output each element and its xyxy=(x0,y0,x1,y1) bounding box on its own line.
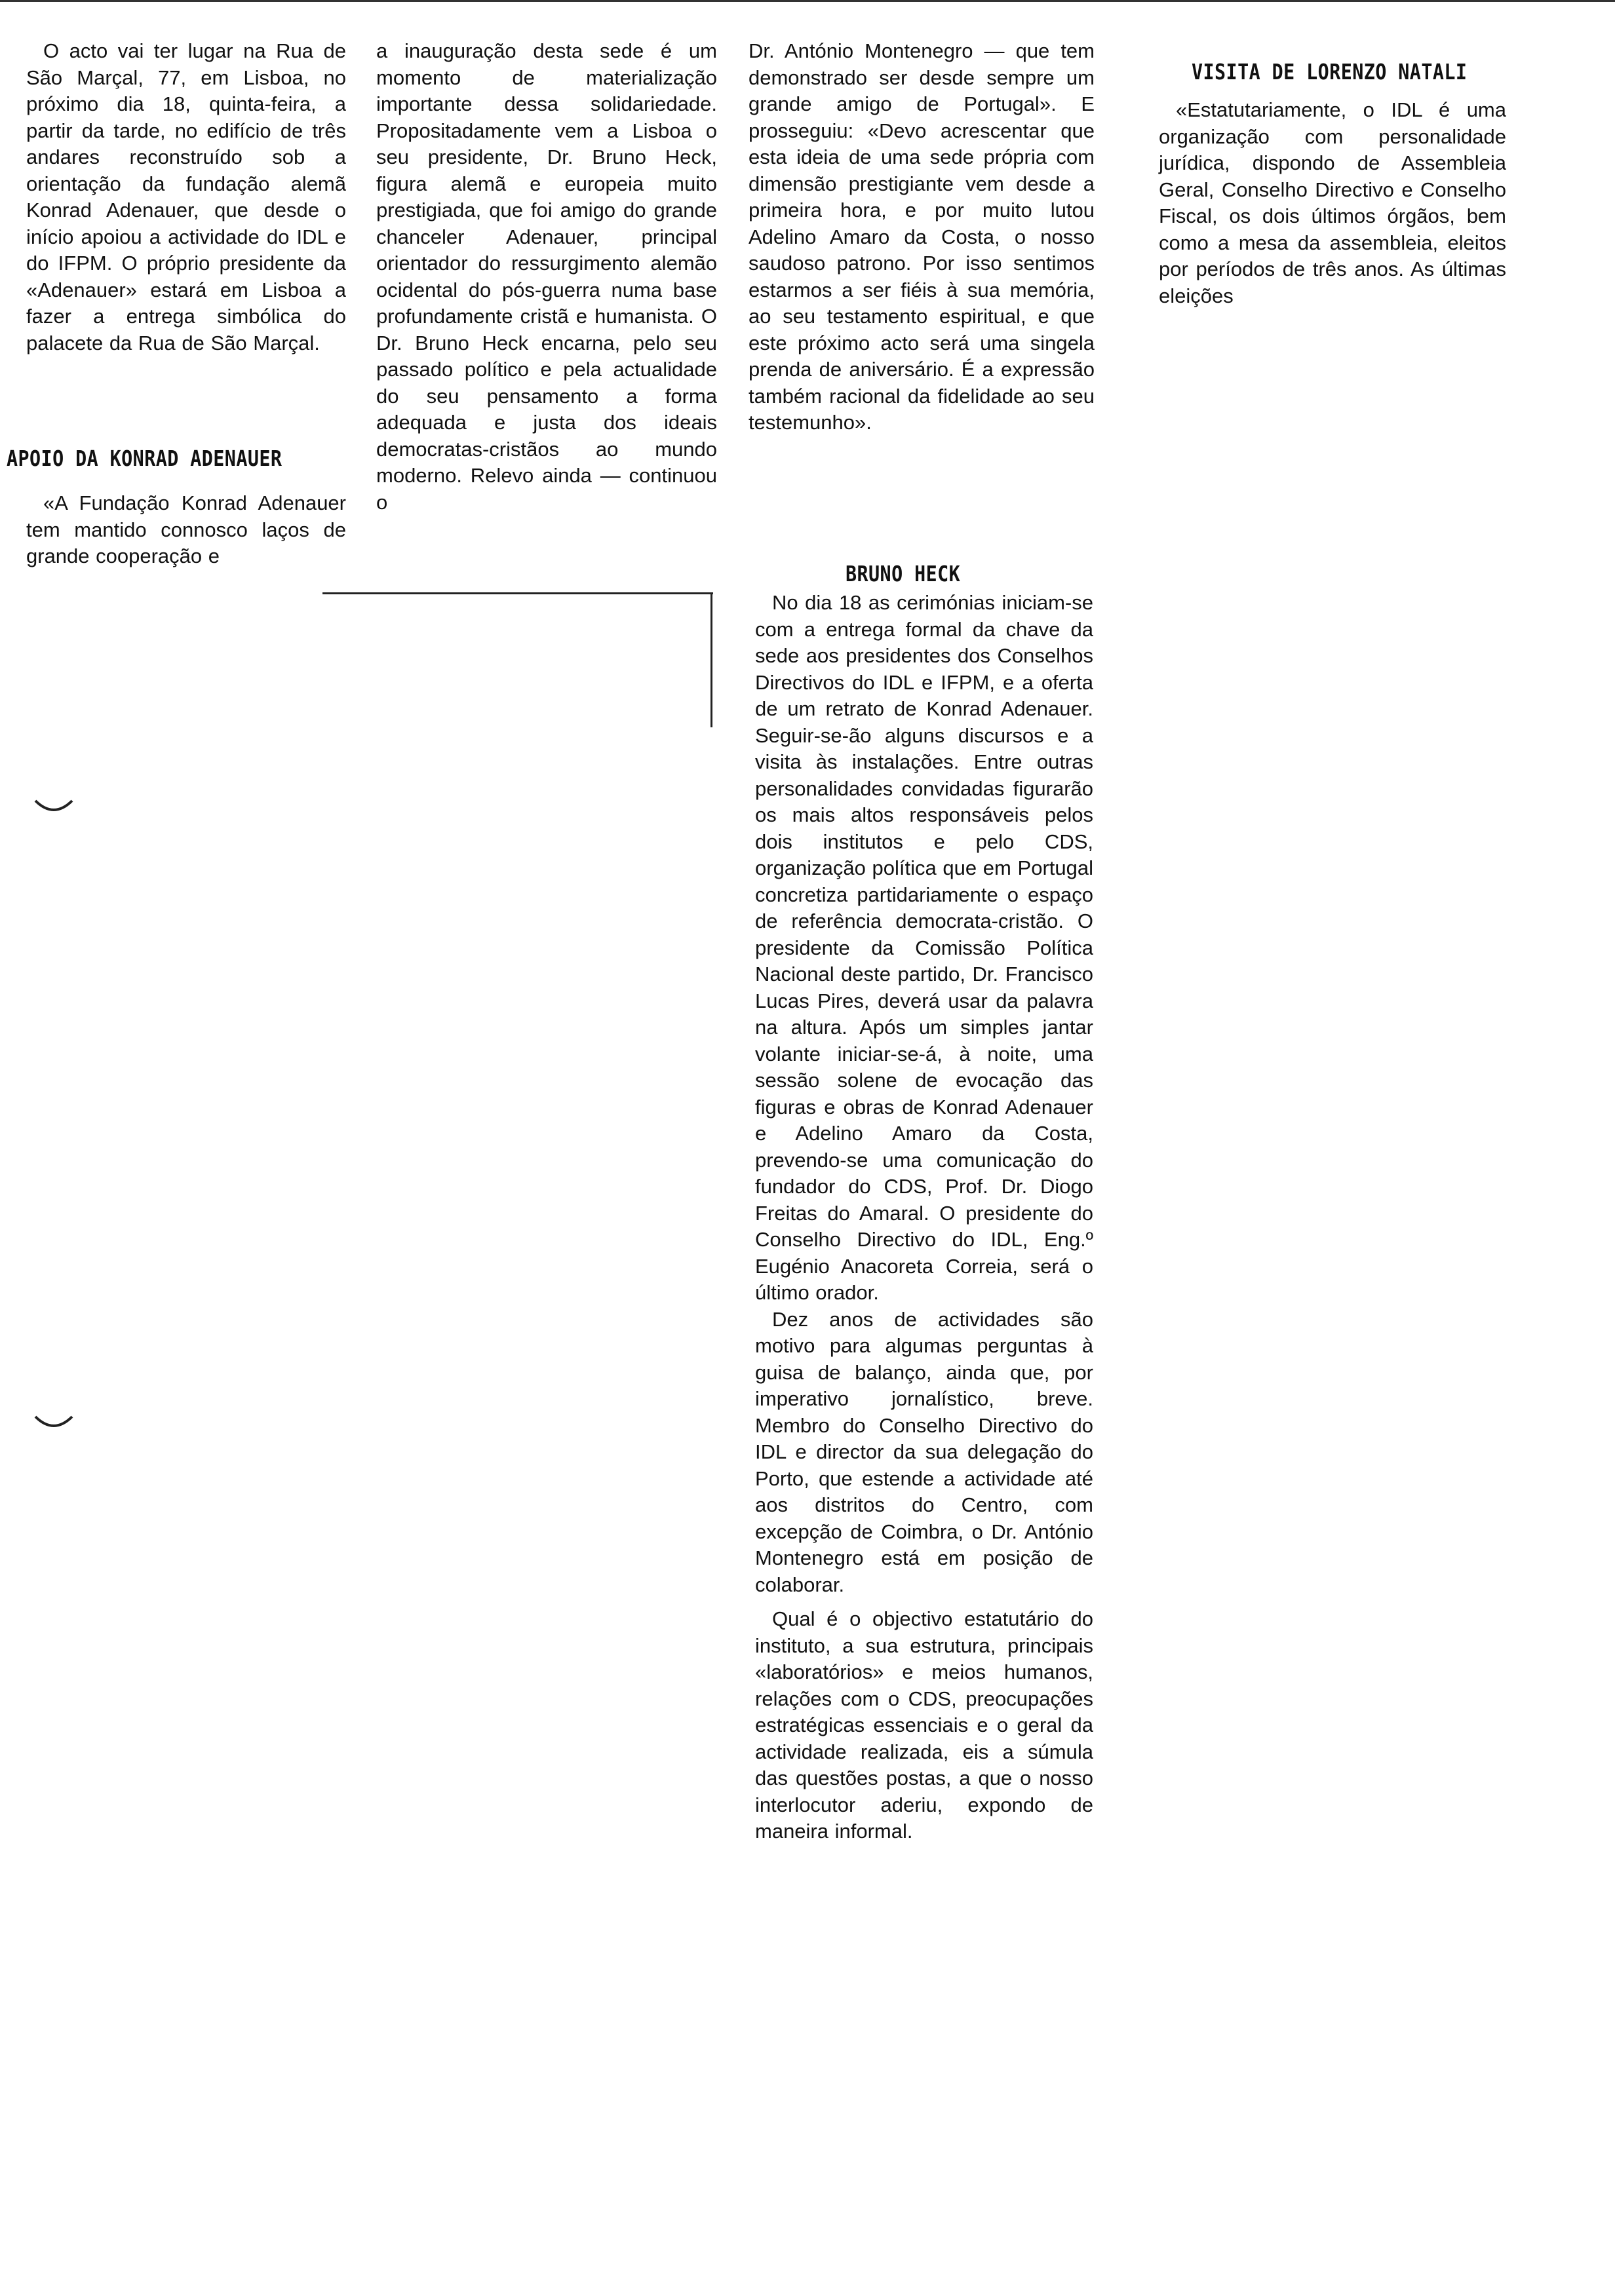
paragraph: «A Fundação Konrad Adenauer tem mantido connosco laços de grande cooperação e xyxy=(26,491,346,567)
paragraph: Qual é o objectivo estatutário do instituto, a sua estrutura, principais «laboratórios» e meios humanos, relações com o CDS, preocupações estratégicas essenciais e o geral da actividade realizada, eis a súmula das questões postas, a que o nosso interlocutor aderiu, expondo de maneira informal. xyxy=(755,1607,1093,1843)
binding-hole-mark-icon xyxy=(34,798,73,818)
subheading-apoio: APOIO DA KONRAD ADENAUER xyxy=(7,446,282,471)
column-1-continued xyxy=(26,490,346,570)
paragraph: a inauguração desta sede é um momento de materialização importante dessa solidariedade. Propositadamente vem a Lisboa o seu presidente, Dr. Bruno Heck, figura alemã e europeia muito prestigiada, que foi amigo do grande chanceler Adenauer, principal orientador do ressurgimento alemão ocidental do pós-guerra numa base profundamente cristã e humanista. O Dr. Bruno Heck encarna, pelo seu passado político e pela actualidade do seu pensamento a forma adequada e justa dos ideais democratas-cristãos ao mundo moderno. Relevo ainda — continuou o xyxy=(376,39,717,514)
top-rule xyxy=(0,0,1615,2)
column-2 xyxy=(376,38,717,516)
paragraph: No dia 18 as cerimónias iniciam-se com a entrega formal da chave da sede aos presidentes dos Conselhos Directivos do IDL e IFPM, e a oferta de um retrato de Konrad Adenauer. Seguir-se-ão alguns discursos e a visita às instalações. Entre outras personalidades convidadas figurarão os mais altos responsáveis pelos dois institutos e pelo CDS, organização política que em Portugal concretiza partidariamente o espaço de referência democrata-cristão. O presidente da Comissão Política Nacional deste partido, Dr. Francisco Lucas Pires, deverá usar da palavra na altura. Após um simples jantar volante iniciar-se-á, à noite, uma sessão solene de evocação das figuras e obras de Konrad Adenauer e Adelino Amaro da Costa, prevendo-se uma comunicação do fundador do CDS, Prof. Dr. Diogo Freitas do Amaral. O presidente do Conselho Directivo do IDL, Eng.º Eugénio Anacoreta Correia, será o último orador. xyxy=(755,591,1093,1304)
column-4 xyxy=(1159,97,1506,309)
layout-rule-vertical xyxy=(710,592,712,727)
subheading-bruno-heck: BRUNO HECK xyxy=(846,561,961,586)
paragraph: O acto vai ter lugar na Rua de São Marçal, 77, em Lisboa, no próximo dia 18, quinta-feira, a partir da tarde, no edifício de três andares reconstruído sob a orientação da fundação alemã Konrad Adenauer, que desde o início apoiou a actividade do IDL e do IFPM. O próprio presidente da «Adenauer» estará em Lisboa a fazer a entrega simbólica do palacete da Rua de São Marçal. xyxy=(26,39,346,354)
layout-rule-horizontal xyxy=(322,592,713,594)
column-1 xyxy=(26,38,346,356)
paragraph: Dr. António Montenegro — que tem demonstrado ser desde sempre um grande amigo de Portugal». E prosseguiu: «Devo acrescentar que esta ideia de uma sede própria com dimensão prestigiante vem desde a primeira hora, e por muito lutou Adelino Amaro da Costa, o nosso saudoso patrono. Por isso sentimos estarmos a ser fiéis à sua memória, ao seu testamento espiritual, e que este próximo acto será uma singela prenda de aniversário. É a expressão também racional da fidelidade ao seu testemunho». xyxy=(749,39,1095,434)
binding-hole-mark-icon xyxy=(34,1414,73,1434)
column-3 xyxy=(749,38,1095,436)
subheading-visita: VISITA DE LORENZO NATALI xyxy=(1192,59,1468,85)
column-3-lower xyxy=(755,590,1093,1845)
paragraph: Dez anos de actividades são motivo para algumas perguntas à guisa de balanço, ainda que, por imperativo jornalístico, breve. Membro do Conselho Directivo do IDL e director da sua delegação do Porto, que estende a actividade até aos distritos do Centro, com excepção de Coimbra, o Dr. António Montenegro está em posição de colaborar. xyxy=(755,1307,1093,1596)
paragraph: «Estatutariamente, o IDL é uma organização com personalidade jurídica, dispondo de Assembleia Geral, Conselho Directivo e Conselho Fiscal, os dois últimos órgãos, bem como a mesa da assembleia, eleitos por períodos de três anos. As últimas eleições xyxy=(1159,98,1506,307)
